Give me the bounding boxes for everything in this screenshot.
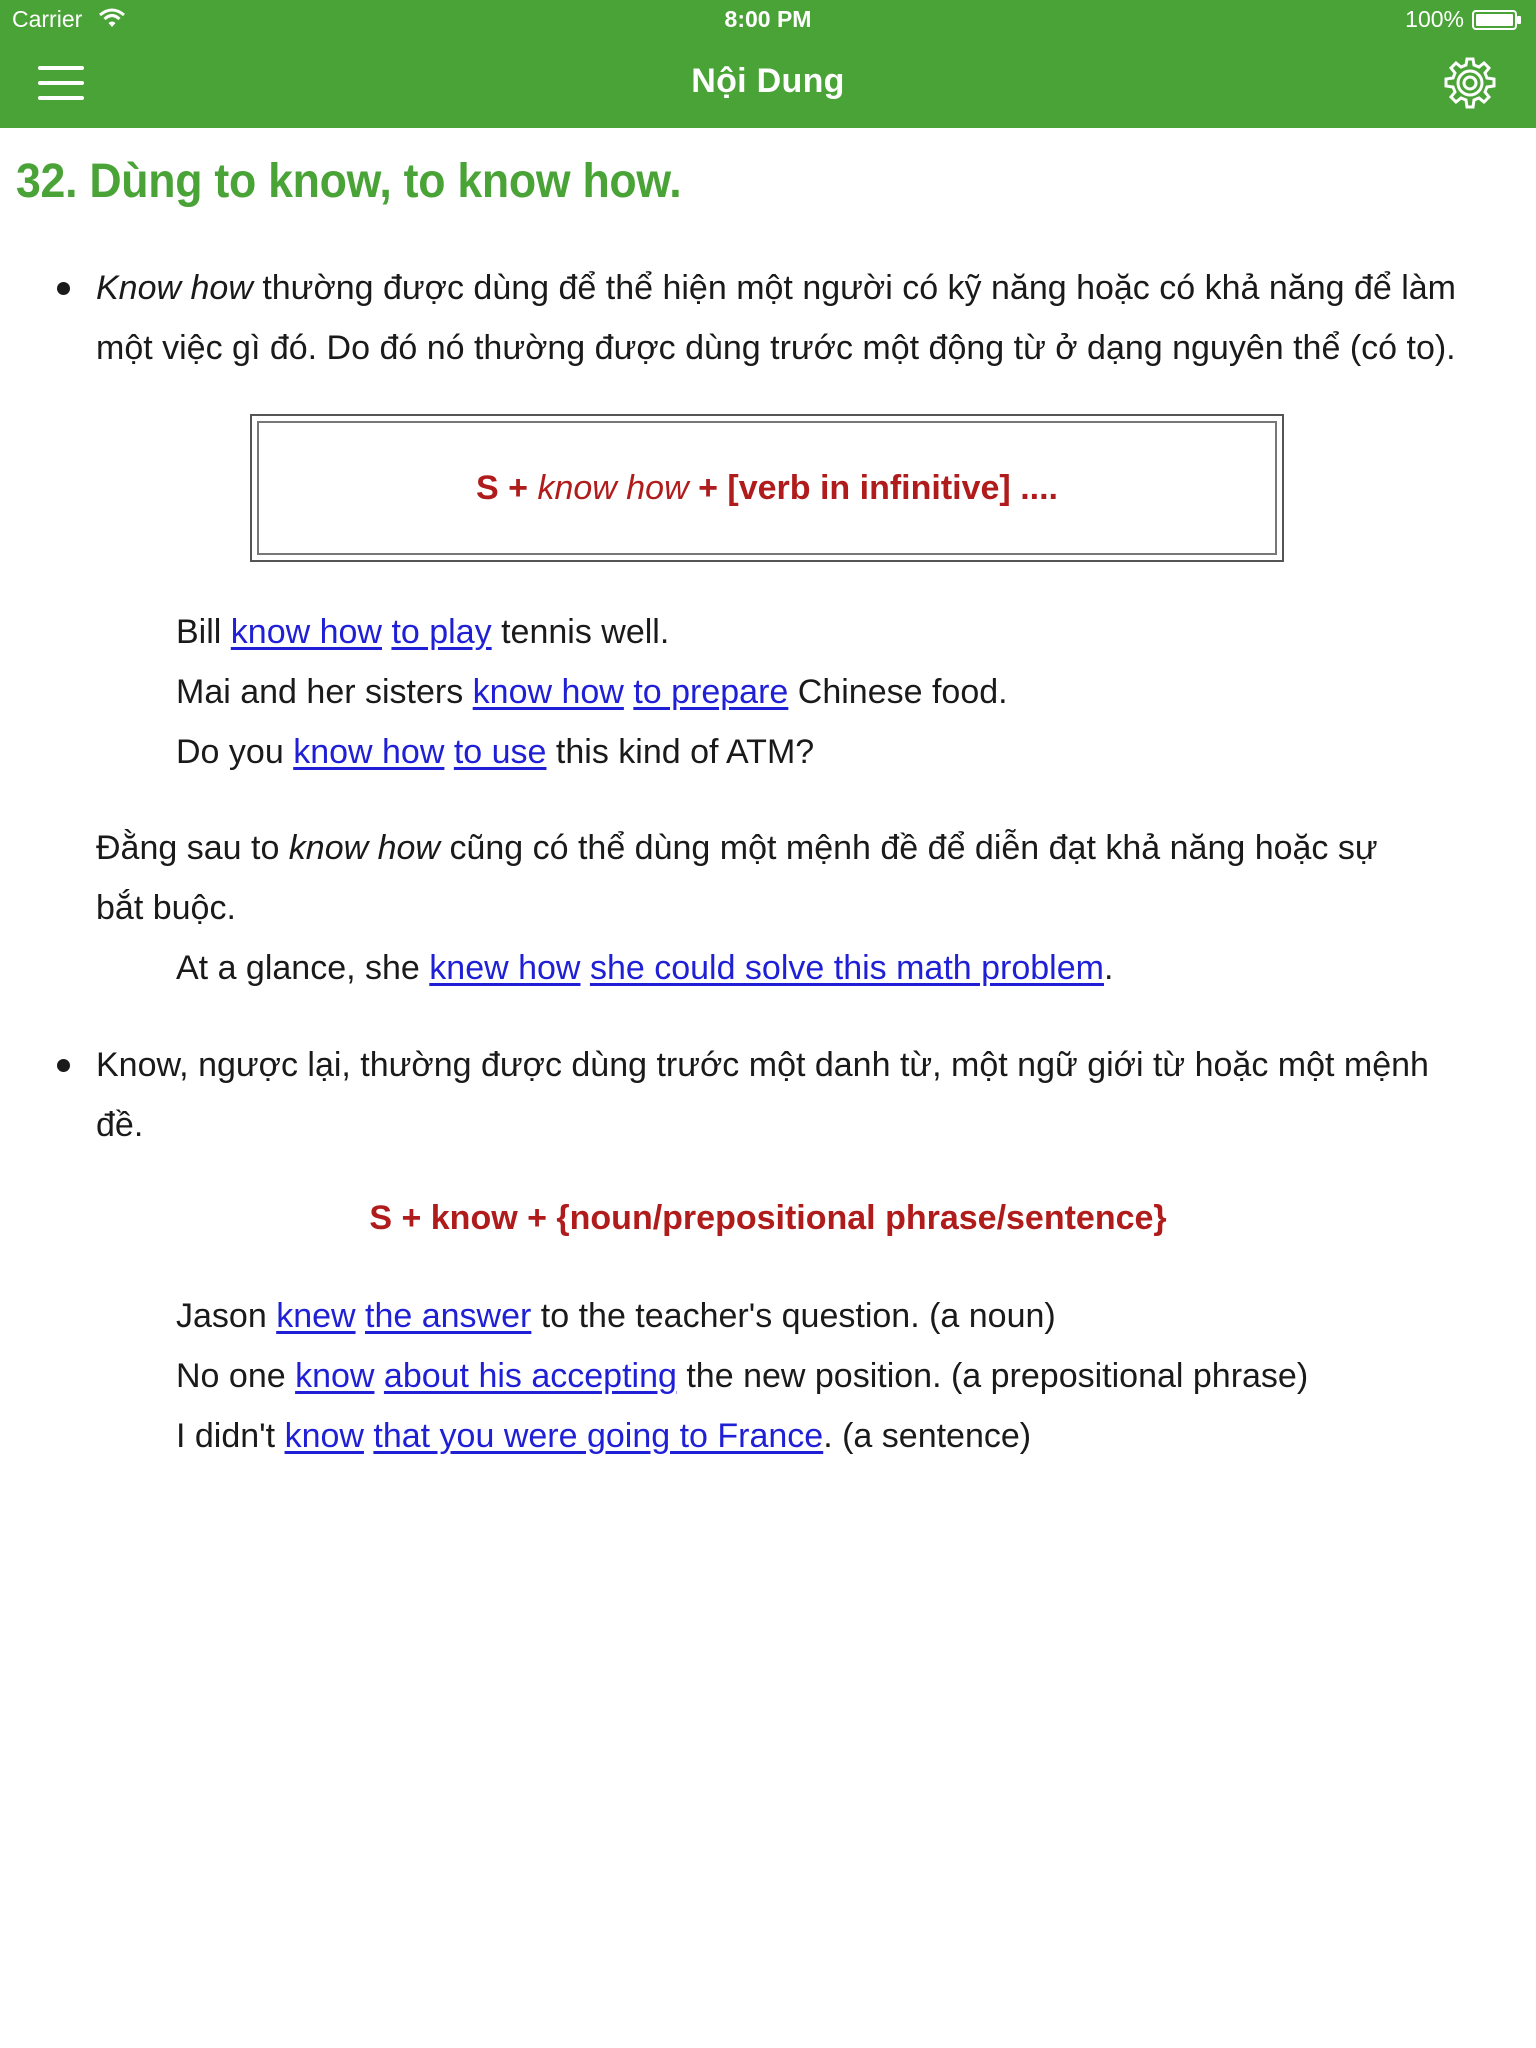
- example-link[interactable]: to use: [453, 733, 547, 771]
- page-title: Nội Dung: [691, 62, 845, 100]
- example-link[interactable]: about his accepting: [383, 1357, 677, 1395]
- example-line: [176, 1286, 1308, 1346]
- bullet-dot: [57, 1059, 70, 1072]
- bullet2-line2: đề.: [96, 1106, 144, 1144]
- example-link[interactable]: know: [284, 1417, 364, 1455]
- example-pre: At a glance, she: [176, 949, 430, 987]
- example-line: [176, 602, 1008, 662]
- example-link[interactable]: know how: [472, 673, 624, 711]
- formula1-em: know how: [537, 469, 689, 507]
- carrier-label: Carrier: [12, 6, 83, 32]
- clock: 8:00 PM: [724, 6, 812, 32]
- example-post: the new position. (a prepositional phrase): [676, 1357, 1309, 1395]
- example-link[interactable]: knew: [276, 1297, 356, 1335]
- example-gap: [356, 1297, 365, 1335]
- bullet2-line1: Know, ngược lại, thường được dùng trước một danh từ, một ngữ giới từ hoặc một mệnh: [96, 1046, 1429, 1084]
- formula1-text: [252, 468, 1282, 508]
- paragraph2-line1: [96, 818, 1378, 878]
- example-link[interactable]: know how: [230, 613, 382, 651]
- paragraph2-em: know how: [288, 829, 440, 867]
- example-pre: Bill: [176, 613, 231, 651]
- bullet1-em: Know how: [96, 269, 253, 307]
- example-link[interactable]: know: [295, 1357, 375, 1395]
- example-gap: [374, 1357, 383, 1395]
- example-gap: [580, 949, 589, 987]
- bullet-dot: [57, 282, 70, 295]
- battery-percent: 100%: [1405, 6, 1464, 32]
- example-post: this kind of ATM?: [546, 733, 815, 771]
- bullet1-line1-rest: thường được dùng để thể hiện một người có kỹ năng hoặc có khả năng để làm: [252, 269, 1457, 307]
- example-pre: I didn't: [176, 1417, 285, 1455]
- gear-icon[interactable]: [1443, 56, 1497, 110]
- paragraph2: [96, 818, 1378, 938]
- formula2-text: S + know + {noun/prepositional phrase/sentence}: [369, 1199, 1167, 1237]
- example-post: Chinese food.: [788, 673, 1008, 711]
- status-bar: [0, 0, 1536, 40]
- example-link[interactable]: know how: [293, 733, 445, 771]
- bullet1-line1: [96, 258, 1456, 318]
- formula-box: [250, 414, 1284, 562]
- example-pre: No one: [176, 1357, 296, 1395]
- example-line: [176, 722, 1008, 782]
- top-bar: [0, 0, 1536, 128]
- bullet1-text: [96, 258, 1456, 378]
- formula1-suffix: + [verb in infinitive] ....: [688, 469, 1058, 507]
- article-heading: 32. Dùng to know, to know how.: [16, 155, 682, 208]
- example-gap: [444, 733, 453, 771]
- example-link[interactable]: to prepare: [633, 673, 789, 711]
- examples1-list: [176, 602, 1008, 782]
- example-post: . (a sentence): [823, 1417, 1032, 1455]
- example2-line: [176, 938, 1113, 998]
- bullet2-text: [96, 1035, 1429, 1155]
- example-post: to the teacher's question. (a noun): [531, 1297, 1056, 1335]
- example-link[interactable]: to play: [391, 613, 492, 651]
- bullet1-line2: một việc gì đó. Do đó nó thường được dùng trước một động từ ở dạng nguyên thể (có to).: [96, 329, 1456, 367]
- example-line: [176, 1346, 1308, 1406]
- example-pre: Mai and her sisters: [176, 673, 473, 711]
- example-line: [176, 662, 1008, 722]
- example-post: tennis well.: [491, 613, 670, 651]
- example-pre: Do you: [176, 733, 294, 771]
- example-link[interactable]: that you were going to France: [373, 1417, 824, 1455]
- battery-icon: [1472, 10, 1522, 30]
- example-link[interactable]: knew how: [429, 949, 581, 987]
- formula1-prefix: S +: [476, 469, 538, 507]
- example-gap: [624, 673, 633, 711]
- example-link[interactable]: she could solve this math problem: [589, 949, 1104, 987]
- example-link[interactable]: the answer: [365, 1297, 532, 1335]
- example-pre: Jason: [176, 1297, 277, 1335]
- example-line: [176, 1406, 1308, 1466]
- paragraph2-line2: bắt buộc.: [96, 889, 236, 927]
- paragraph2-rest: cũng có thể dùng một mệnh đề để diễn đạt khả năng hoặc sự: [440, 829, 1378, 867]
- paragraph2-pre: Đằng sau to: [96, 829, 289, 867]
- example-post: .: [1103, 949, 1114, 987]
- examples2-list: [176, 1286, 1308, 1466]
- example-gap: [364, 1417, 373, 1455]
